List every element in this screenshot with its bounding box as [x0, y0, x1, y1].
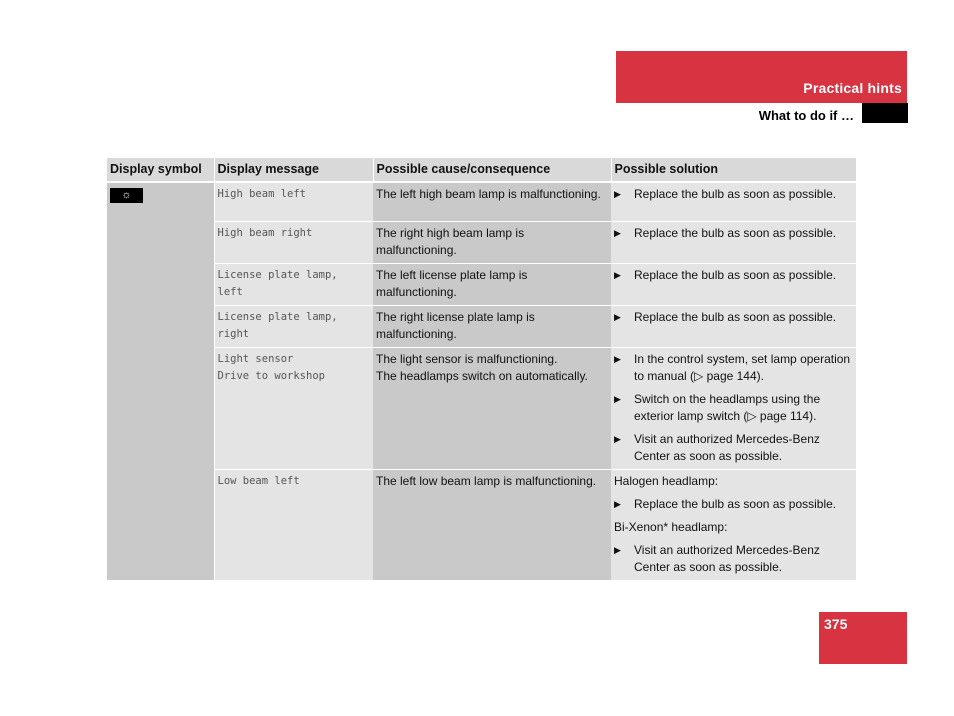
triangle-bullet-icon: ▶ [614, 353, 621, 364]
display-message-cell [214, 347, 373, 469]
triangle-bullet-icon: ▶ [614, 311, 621, 322]
solution-step [614, 267, 853, 284]
cause-cell: The light sensor is malfunctioning. The headlamps switch on automatically. [373, 347, 611, 469]
display-message-line: License plate lamp, [217, 268, 338, 281]
triangle-bullet-icon: ▶ [614, 269, 621, 280]
triangle-bullet-icon: ▶ [614, 393, 621, 404]
display-message-cell [214, 182, 373, 221]
display-message-line: right [217, 327, 250, 340]
solution-cell [611, 221, 856, 263]
cause-cell: The left license plate lamp is malfunctioning. [373, 263, 611, 305]
solution-step [614, 309, 853, 326]
solution-step [614, 496, 853, 513]
cause-cell: The right high beam lamp is malfunctioning. [373, 221, 611, 263]
triangle-bullet-icon: ▶ [614, 544, 621, 555]
solution-step-text: Visit an authorized Mercedes-Benz Center as soon as possible. [634, 542, 820, 574]
subsection-title: What to do if … [758, 108, 854, 123]
solution-step-text: Visit an authorized Mercedes-Benz Center as soon as possible. [634, 431, 820, 463]
solution-cell [611, 263, 856, 305]
table-row [107, 182, 856, 221]
column-header-display-symbol: Display symbol [107, 158, 214, 182]
solution-cell [611, 469, 856, 580]
page-number: 375 [824, 616, 848, 632]
solution-step-text: Switch on the headlamps using the exterior lamp switch (▷ page 114). [634, 391, 821, 423]
solution-cell [611, 182, 856, 221]
display-message-line: License plate lamp, [217, 310, 338, 323]
triangle-bullet-icon: ▶ [614, 227, 621, 238]
display-message-cell [214, 469, 373, 580]
section-marker [862, 103, 908, 123]
table-header-row [107, 158, 856, 182]
section-title: Practical hints [803, 80, 902, 96]
solution-step [614, 391, 853, 425]
table-row [107, 469, 856, 580]
solution-step [614, 431, 853, 465]
triangle-bullet-icon: ▶ [614, 189, 621, 199]
table-row [107, 221, 856, 263]
solution-step-text: Replace the bulb as soon as possible. [634, 187, 837, 201]
display-message-cell [214, 263, 373, 305]
display-message-line: High beam right [217, 226, 313, 239]
triangle-bullet-icon: ▶ [614, 498, 621, 509]
table-row [107, 305, 856, 347]
solution-step [614, 225, 853, 242]
light-malfunction-icon: ☼ [110, 188, 143, 203]
cause-cell: The right license plate lamp is malfunctioning. [373, 305, 611, 347]
display-message-line: left [217, 285, 243, 298]
display-message-line: Light sensor [217, 352, 294, 365]
display-message-line: High beam left [217, 188, 307, 200]
cause-cell: The left low beam lamp is malfunctioning. [373, 469, 611, 580]
solution-step [614, 186, 853, 203]
solution-step [614, 351, 853, 385]
solution-heading: Halogen headlamp: [614, 473, 719, 488]
display-symbol-cell [107, 182, 214, 580]
display-message-cell [214, 221, 373, 263]
solution-step-text: Replace the bulb as soon as possible. [634, 267, 837, 282]
cause-cell: The left high beam lamp is malfunctioning. [373, 182, 611, 221]
solution-step [614, 542, 853, 576]
solution-step-text: Replace the bulb as soon as possible. [634, 225, 837, 240]
display-message-line: Low beam left [217, 474, 300, 487]
solution-step-text: Replace the bulb as soon as possible. [634, 309, 837, 324]
display-message-line: Drive to workshop [217, 369, 325, 382]
solution-heading: Bi-Xenon* headlamp: [614, 519, 728, 534]
column-header-cause: Possible cause/consequence [373, 158, 611, 182]
solution-cell [611, 347, 856, 469]
table-row [107, 263, 856, 305]
solution-step-text: Replace the bulb as soon as possible. [634, 496, 837, 511]
table-row [107, 347, 856, 469]
triangle-bullet-icon: ▶ [614, 433, 621, 444]
column-header-display-message: Display message [214, 158, 373, 182]
display-messages-table [107, 158, 857, 581]
column-header-solution: Possible solution [611, 158, 856, 182]
display-message-cell [214, 305, 373, 347]
solution-step-text: In the control system, set lamp operation to manual (▷ page 144). [634, 351, 851, 383]
solution-cell [611, 305, 856, 347]
